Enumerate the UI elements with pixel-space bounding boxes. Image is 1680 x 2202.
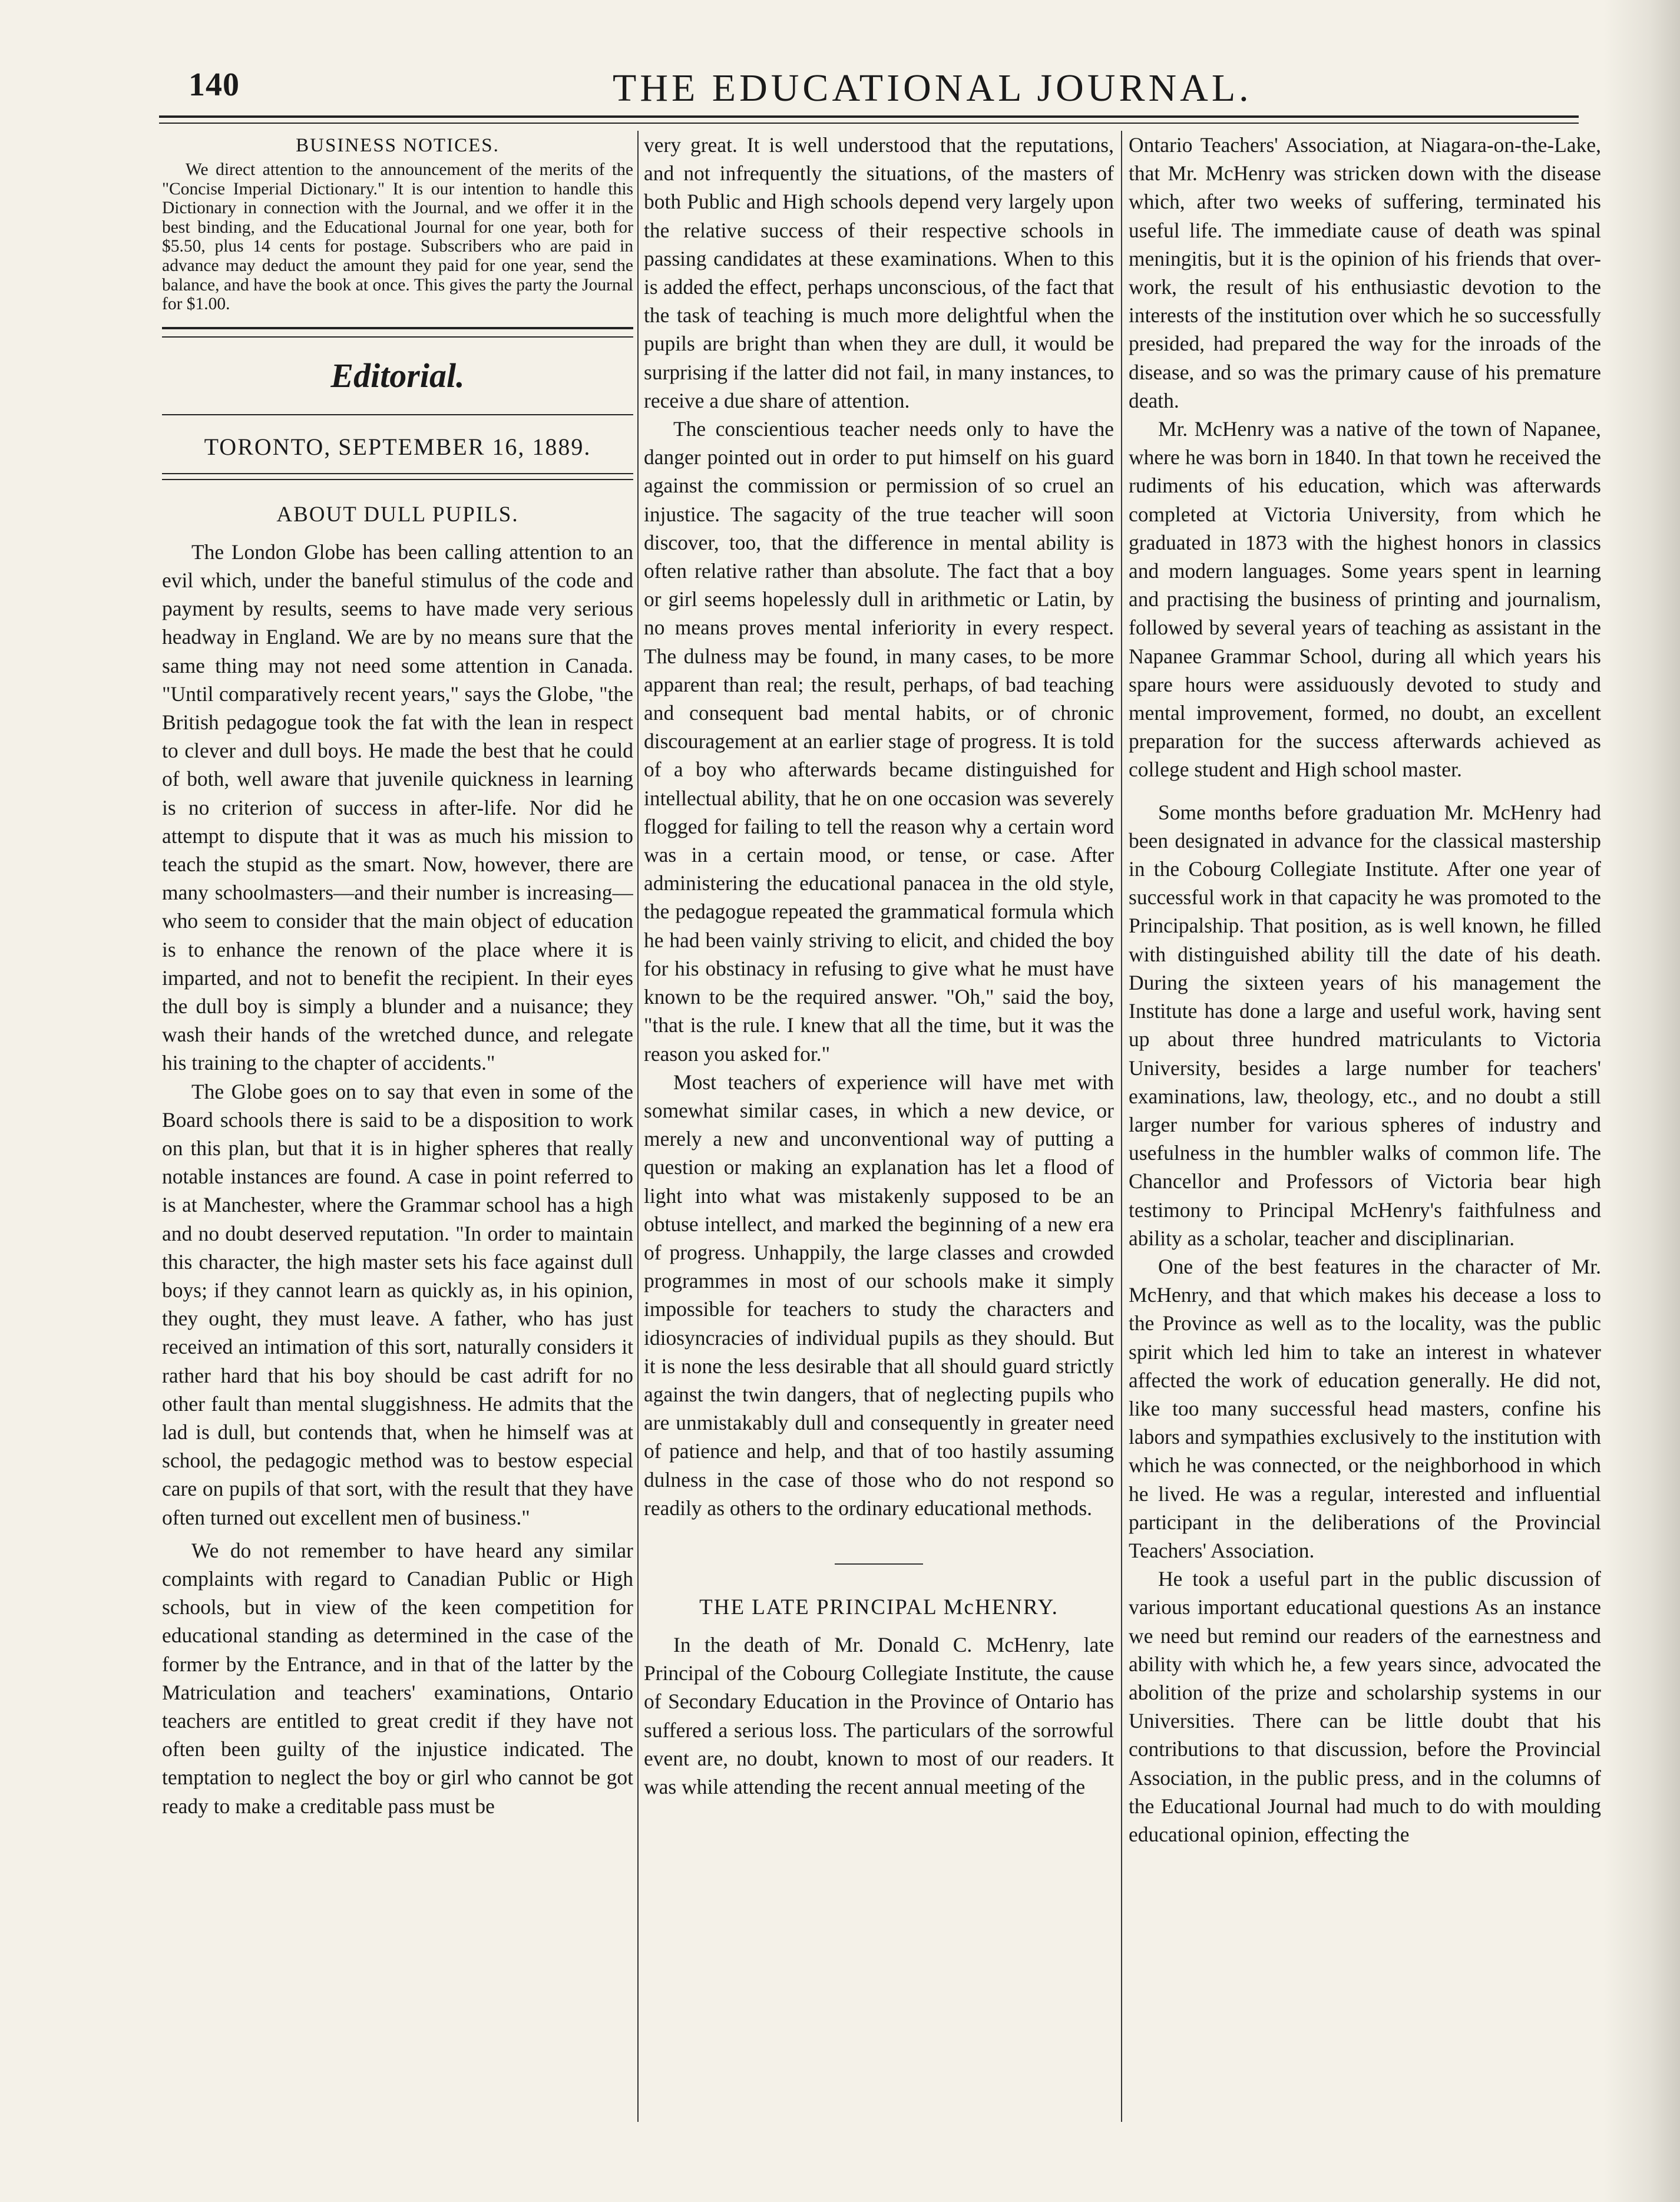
article-title-mchenry: THE LATE PRINCIPAL McHENRY. <box>699 1595 1059 1619</box>
column-divider <box>637 131 639 2122</box>
article-paragraph: Mr. McHenry was a native of the town of Napanee, where he was born in 1840. In that town he received the rudiments of his education, which was afterwards completed at Victoria University, from which he graduated in 1873 with the highest honors in classics and modern languages. Some years spent in learning and practising the business of printing and journalism, followed by several years of teaching as assistant in the Napanee Grammar School, during all which years his spare hours were assiduously devoted to study and mental improvement, formed, no doubt, an excellent preparation for the success afterwards achieved as college student and High school master. <box>1129 417 1601 782</box>
section-rule <box>162 473 633 480</box>
dateline: TORONTO, SEPTEMBER 16, 1889. <box>204 433 591 460</box>
article-title-dull-pupils: ABOUT DULL PUPILS. <box>276 502 519 527</box>
article-paragraph: The Globe goes on to say that even in some of the Board schools there is said to be a disposition to work on this plan, but that it is in higher spheres that really notable instances are found. A case in point referred to is at Manchester, where the Grammar school has a high and no doubt deserved reputation. "In order to maintain this character, the high master sets his face against dull boys; if they cannot learn as quickly as, in his opinion, they ought, they must leave. A father, who has just received an intimation of this sort, naturally considers it rather hard that his boy should be cast adrift for no other fault than mental sluggishness. He admits that the lad is dull, but contends that, when he himself was at school, the pedagogic method was to bestow especial care on pupils of that sort, with the result that they have often turned out excellent men of business." <box>162 1079 633 1529</box>
column-2 <box>644 131 1114 2122</box>
column-divider <box>1121 131 1122 2122</box>
article-paragraph: Some months before graduation Mr. McHenry had been designated in advance for the classical mastership in the Cobourg Collegiate Institute. After one year of successful work in that capacity he was promoted to the Principalship. That position, as is well known, he filled with distinguished ability till the date of his death. During the sixteen years of his management the Institute has done a large and useful work, having sent up about three hundred matriculants to Victoria University, besides a large number for teachers' examinations, law, theology, etc., and no doubt a still larger number for various spheres of industry and usefulness in the humbler walks of common life. The Chancellor and Professors of Victoria bear high testimony to Principal McHenry's faithfulness and ability as a scholar, teacher and disciplinarian. <box>1129 800 1601 1250</box>
article-paragraph: He took a useful part in the public discussion of various important educational questions As an instance we need but remind our readers of the earnestness and ability with which he, a few years since, advocated the abolition of the prize and scholarship systems in our Universities. There can be little doubt that his contributions to that discussion, before the Provincial Association, in the public press, and in the columns of the Educational Journal had much to do with moulding educational opinion, effecting the <box>1129 1567 1601 1846</box>
business-notices-text: We direct attention to the announcement of the merits of the "Concise Imperial Dictionary." It is our intention to handle this Dictionary in connection with the Journal, and we offer it in the best binding, and the Educational Journal for one year, both for $5.50, plus 14 cents for postage. Subscribers who are paid in advance may deduct the amount they paid for one year, send the balance, and have the book at once. This gives the party the Journal for $1.00. <box>162 160 633 314</box>
section-rule <box>162 327 633 338</box>
article-paragraph: Most teachers of experience will have met with somewhat similar cases, in which a new device, or merely a new and unconventional way of putting a question or making an explanation has let a flood of light into what was mistakenly supposed to be an obtuse intellect, and marked the beginning of a new era of progress. Unhappily, the large classes and crowded programmes in most of our schools make it simply impossible for teachers to study the characters and idiosyncracies of individual pupils as they should. But it is none the less desirable that all should guard strictly against the twin dangers, that of neglecting pupils who are unmistakably dull and consequently in greater need of patience and help, and that of too hastily assuming dulness in the case of those who do not respond so readily as others to the ordinary educational methods. <box>644 1070 1114 1520</box>
article-paragraph: The conscientious teacher needs only to have the danger pointed out in order to put himself on his guard against the commission or permission of so cruel an injustice. The sagacity of the true teacher will soon discover, too, that the difference in mental ability is often relative rather than absolute. The fact that a boy or girl seems hopelessly dull in arithmetic or Latin, by no means proves mental inferiority in every respect. The dulness may be found, in many cases, to be more apparent than real; the result, perhaps, of bad teaching and consequent bad mental habits, or of chronic discouragement at an earlier stage of progress. It is told of a boy who afterwards became distinguished for intellectual ability, that he on one occasion was severely flogged for failing to tell the reason why a certain word was in a certain mood, or tense, or case. After administering the educational panacea in the old style, the pedagogue repeated the grammatical formula which he had been vainly striving to elicit, and chided the boy for his obstinacy in refusing to give what he must have known to be the required answer. "Oh," said the boy, "that is the rule. I knew that all the time, but it was the reason you asked for." <box>644 417 1114 1066</box>
column-3 <box>1129 131 1601 2122</box>
article-paragraph: Ontario Teachers' Association, at Niagara-on-the-Lake, that Mr. McHenry was stricken down with the disease which, after two weeks of suffering, terminated his useful life. The immediate cause of death was spinal meningitis, but it is the opinion of his friends that over-work, the result of his enthusiastic devotion to the interests of the institution over which he so successfully presided, had prepared the way for the inroads of the disease, and so was the primary cause of his premature death. <box>1129 133 1601 412</box>
article-paragraph: The London Globe has been calling attention to an evil which, under the baneful stimulus of the code and payment by results, seems to have made very serious headway in England. We are by no means sure that the same thing may not need some attention in Canada. "Until comparatively recent years," says the Globe, "the British pedagogue took the fat with the lean in respect to clever and dull boys. He made the best that he could of both, well aware that juvenile quickness in learning is no criterion of success in after-life. Nor did he attempt to dispute that it was as much his mission to teach the stupid as the smart. Now, however, there are many schoolmasters—and their number is increasing—who seem to consider that the main object of education is to enhance the renown of the place where it is imparted, and not to benefit the recipient. In their eyes the dull boy is simply a blunder and a nuisance; they wash their hands of the wretched dunce, and relegate his training to the chapter of accidents." <box>162 540 633 1075</box>
article-paragraph: One of the best features in the character of Mr. McHenry, and that which makes his decease a loss to the Province as well as to the locality, was the public spirit which led him to take an interest in whatever affected the work of education generally. He did not, like too many successful head masters, confine his labors and sympathies exclusively to the institution with which he was connected, or the neighborhood in which he lived. He was a regular, interested and influential participant in the deliberations of the Provincial Teachers' Association. <box>1129 1254 1601 1562</box>
article-paragraph: We do not remember to have heard any similar complaints with regard to Canadian Public or High schools, but in view of the keen competition for educational standing as determined in the case of the former by the Entrance, and in that of the latter by the Matriculation and teachers' examinations, Ontario teachers are entitled to great credit if they have not often been guilty of the injustice indicated. The temptation to neglect the boy or girl who cannot be got ready to make a creditable pass must be <box>162 1538 633 1818</box>
header-rule <box>159 115 1579 124</box>
section-rule <box>835 1563 923 1565</box>
page-header <box>159 66 1579 113</box>
page-edge-shadow <box>1603 0 1680 2202</box>
column-1 <box>162 131 633 2122</box>
page-number: 140 <box>188 67 240 103</box>
business-notices-title: BUSINESS NOTICES. <box>296 135 500 156</box>
editorial-heading: Editorial. <box>330 356 465 395</box>
article-paragraph: In the death of Mr. Donald C. McHenry, late Principal of the Cobourg Collegiate Institute, the cause of Secondary Education in the Province of Ontario has suffered a serious loss. The particulars of the sorrowful event are, no doubt, known to most of our readers. It was while attending the recent annual meeting of the <box>644 1632 1114 1798</box>
section-rule <box>162 414 633 415</box>
article-paragraph: very great. It is well understood that the reputations, and not infrequently the situations, of the masters of both Public and High schools depend very largely upon the relative success of their respective schools in passing candidates at these examinations. When to this is added the effect, perhaps unconscious, of the fact that the task of teaching is much more delightful when the pupils are bright than when they are dull, it would be surprising if the latter did not fail, in many instances, to receive a due share of attention. <box>644 133 1114 412</box>
journal-title: THE EDUCATIONAL JOURNAL. <box>613 67 1252 110</box>
